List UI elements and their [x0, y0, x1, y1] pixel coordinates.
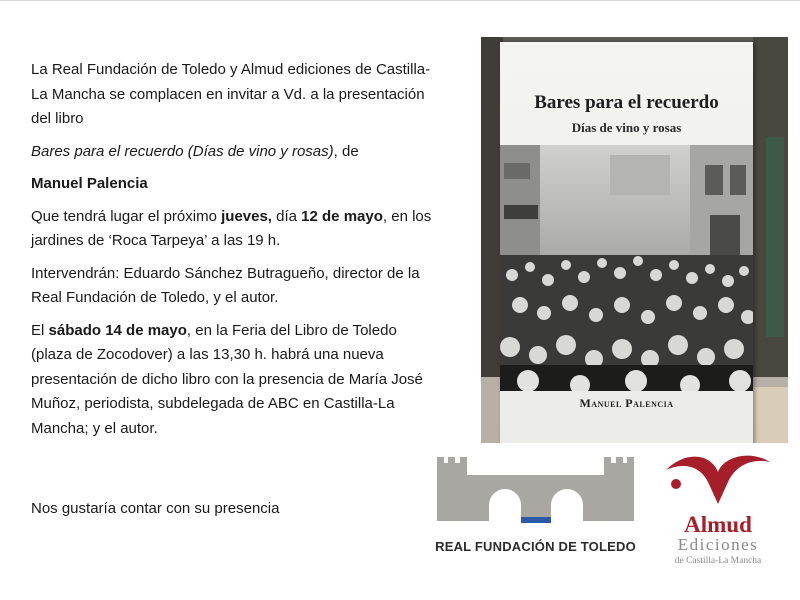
- book-reference-suffix: , de: [333, 142, 359, 160]
- book-subtitle: Días de vino y rosas: [571, 120, 682, 135]
- intro-paragraph: La Real Fundación de Toledo y Almud ediciones de Castilla-La Mancha se complacen en invitar a Vd. a la presentación del libro: [31, 61, 431, 127]
- book-title: Bares para el recuerdo: [534, 92, 719, 113]
- event1-mid: día: [271, 207, 302, 225]
- book-cover: [500, 42, 753, 443]
- book-author: Manuel Palencia: [579, 396, 674, 410]
- event1-day: jueves,: [221, 207, 272, 225]
- red-wave-icon: [656, 448, 780, 510]
- almud-subtitle: Ediciones: [677, 535, 759, 554]
- event1-rest: , en los jardines de ‘Roca Tarpeya’ a las 19 h.: [31, 207, 432, 249]
- almud-logo: [656, 448, 780, 573]
- top-border: [0, 0, 800, 1]
- book-reference: [31, 140, 441, 165]
- event2-date: sábado 14 de mayo: [48, 321, 187, 339]
- event1-date: 12 de mayo: [301, 207, 383, 225]
- bridge-arches-icon: [433, 455, 638, 535]
- invitation-text: [31, 58, 441, 449]
- almud-name: Almud: [684, 512, 752, 537]
- speakers-paragraph: Intervendrán: Eduardo Sánchez Butragueño, director de la Real Fundación de Toledo, y el autor.: [31, 264, 420, 306]
- author-name: Manuel Palencia: [31, 175, 148, 192]
- book-reference-title: Bares para el recuerdo (Días de vino y rosas): [31, 142, 334, 160]
- event1-prefix: Que tendrá lugar el próximo: [31, 207, 222, 225]
- event1-paragraph: [31, 205, 441, 254]
- event2-paragraph: [31, 319, 441, 442]
- event2-rest: , en la Feria del Libro de Toledo (plaza de Zocodover) a las 13,30 h. habrá una nueva presentación de dicho libro con la presencia de María José Muñoz, periodista, subdelegada de ABC en Castilla-La Mancha; y el autor.: [31, 321, 423, 437]
- cover-crowd-photo: [500, 145, 753, 391]
- closing-line: Nos gustaría contar con su presencia: [31, 500, 280, 517]
- book-photo: [481, 37, 788, 443]
- real-fundacion-logo: [433, 455, 638, 565]
- event2-prefix: El: [31, 321, 49, 339]
- almud-region: de Castilla-La Mancha: [674, 556, 762, 566]
- rft-name: REAL FUNDACIÓN DE TOLEDO: [435, 539, 636, 554]
